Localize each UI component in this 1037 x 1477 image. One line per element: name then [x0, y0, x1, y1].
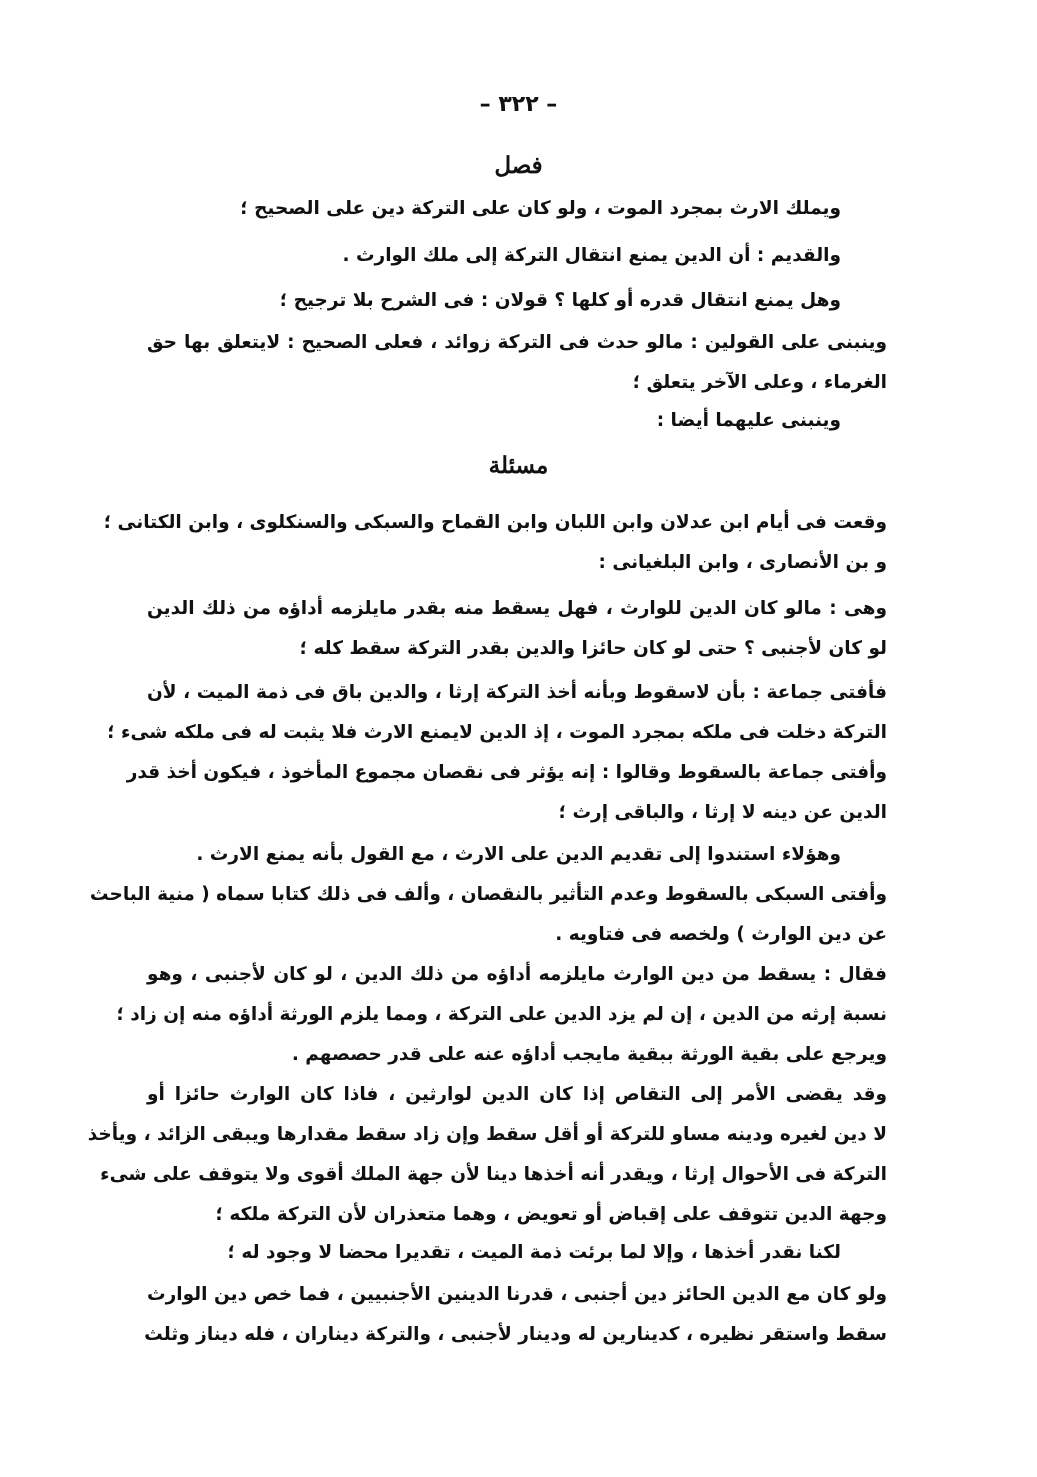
- text-line: الدين عن دينه لا إرثا ، والباقى إرث ؛: [558, 802, 887, 823]
- section-title-masala: مسئلة: [488, 452, 549, 479]
- text-line: و بن الأنصارى ، وابن البلغيانى :: [598, 552, 887, 573]
- text-line: وقعت فى أيام ابن عدلان وابن اللبان وابن القماح والسبكى والسنكلوى ، وابن الكتانى ؛: [103, 512, 887, 533]
- text-line: وأفتى جماعة بالسقوط وقالوا : إنه يؤثر فى نقصان مجموع المأخوذ ، فيكون أخذ قدر: [126, 762, 887, 783]
- text-line: لا دين لغيره ودينه مساو للتركة أو أقل سقط وإن زاد سقط مقدارها ويبقى الزائد ، ويأخذ: [87, 1124, 887, 1145]
- text-line: عن دين الوارث ) ولخصه فى فتاويه .: [555, 924, 887, 945]
- text-line: لكنا نقدر أخذها ، وإلا لما برئت ذمة الميت ، تقديرا محضا لا وجود له ؛: [227, 1242, 841, 1263]
- text-line: ويملك الارث بمجرد الموت ، ولو كان على التركة دين على الصحيح ؛: [240, 198, 841, 219]
- text-line: فأفتى جماعة : بأن لاسقوط وبأنه أخذ التركة إرثا ، والدين باق فى ذمة الميت ، لأن: [147, 682, 887, 703]
- text-line: ويرجع على بقية الورثة ببقية مايجب أداؤه عنه على قدر حصصهم .: [291, 1044, 887, 1065]
- text-line: سقط واستقر نظيره ، كدينارين له ودينار لأجنبى ، والتركة ديناران ، فله ديناز وثلث: [144, 1324, 887, 1345]
- text-line: التركة دخلت فى ملكه بمجرد الموت ، إذ الدين لايمنع الارث فلا يثبت له فى ملكه شىء ؛: [107, 722, 887, 743]
- text-line: والقديم : أن الدين يمنع انتقال التركة إلى ملك الوارث .: [342, 245, 841, 266]
- text-line: وهل يمنع انتقال قدره أو كلها ؟ قولان : فى الشرح بلا ترجيح ؛: [279, 290, 841, 311]
- text-line: وأفتى السبكى بالسقوط وعدم التأثير بالنقصان ، وألف فى ذلك كتابا سماه ( منية الباحث: [89, 884, 887, 905]
- text-line: لو كان لأجنبى ؟ حتى لو كان حائزا والدين بقدر التركة سقط كله ؛: [299, 638, 887, 659]
- text-line: وهى : مالو كان الدين للوارث ، فهل يسقط منه بقدر مايلزمه أداؤه من ذلك الدين: [147, 598, 887, 619]
- text-line: وقد يقضى الأمر إلى التقاص إذا كان الدين لوارثين ، فاذا كان الوارث حائزا أو: [147, 1084, 887, 1105]
- text-line: ولو كان مع الدين الحائز دين أجنبى ، قدرنا الدينين الأجنبيين ، فما خص دين الوارث: [147, 1284, 887, 1305]
- text-line: فقال : يسقط من دين الوارث مايلزمه أداؤه من ذلك الدين ، لو كان لأجنبى ، وهو: [147, 964, 887, 985]
- text-line: وجهة الدين تتوقف على إقباض أو تعويض ، وهما متعذران لأن التركة ملكه ؛: [215, 1204, 887, 1225]
- text-line: التركة فى الأحوال إرثا ، ويقدر أنه أخذها دينا لأن جهة الملك أقوى ولا يتوقف على شىء: [100, 1164, 887, 1185]
- text-line: وينبنى عليهما أيضا :: [656, 410, 841, 431]
- section-title-fasl: فصل: [494, 152, 543, 179]
- text-line: وينبنى على القولين : مالو حدث فى التركة زوائد ، فعلى الصحيح : لايتعلق بها حق: [147, 332, 887, 353]
- text-line: نسبة إرثه من الدين ، إن لم يزد الدين على التركة ، ومما يلزم الورثة أداؤه منه إن زاد ؛: [116, 1004, 887, 1025]
- page-number: – ٣٢٢ –: [479, 92, 558, 117]
- text-line: الغرماء ، وعلى الآخر يتعلق ؛: [632, 372, 887, 393]
- text-line: وهؤلاء استندوا إلى تقديم الدين على الارث ، مع القول بأنه يمنع الارث .: [196, 844, 841, 865]
